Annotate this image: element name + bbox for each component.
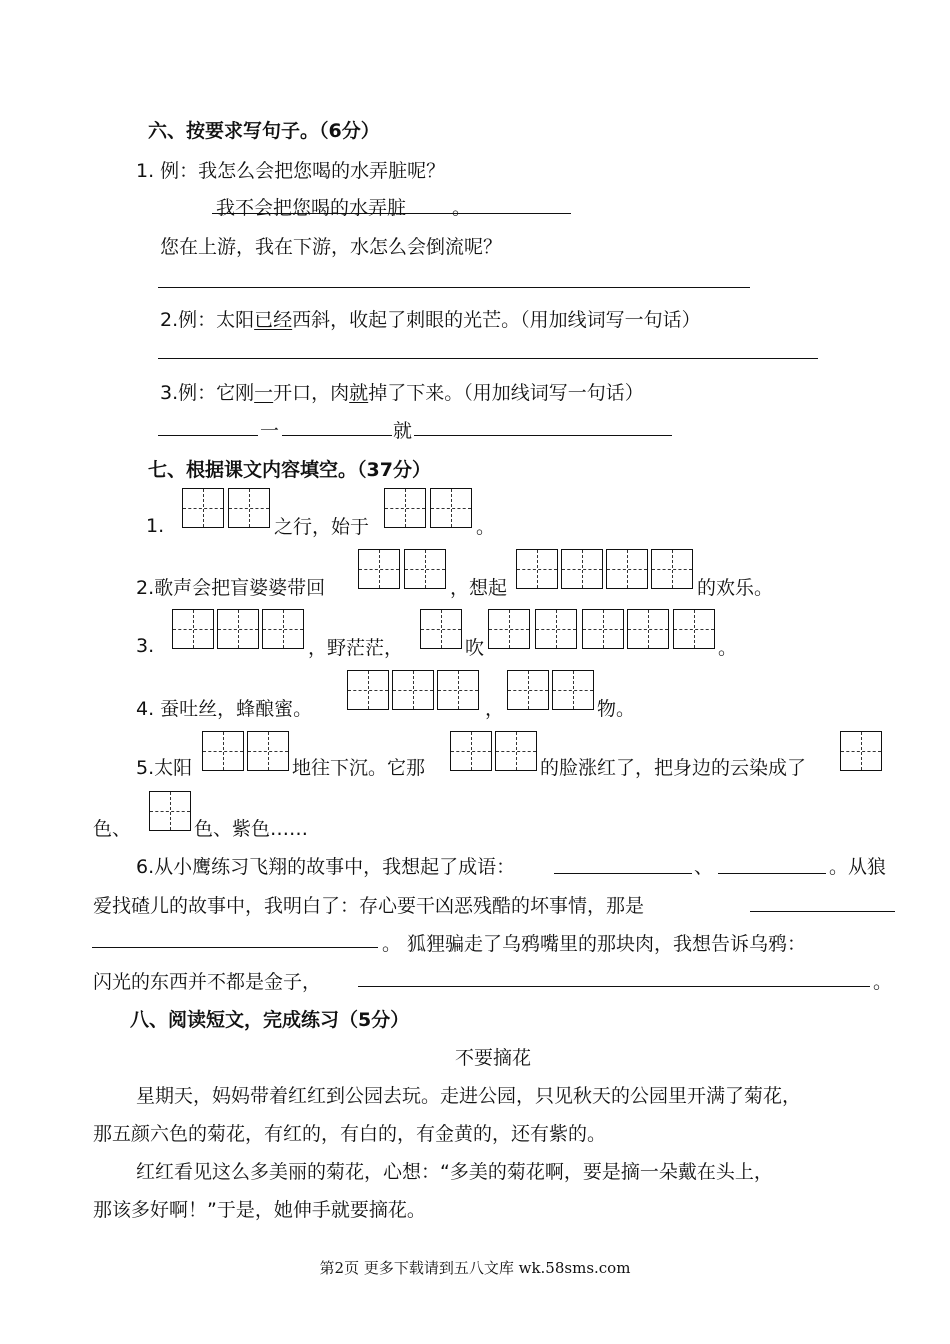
writing-grid-box[interactable] <box>430 488 472 528</box>
s6-q1-answer-blank[interactable] <box>158 287 750 288</box>
s7-q6-line4-a: 闪光的东西并不都是金子， <box>93 971 322 993</box>
writing-grid-box[interactable] <box>149 791 191 831</box>
s6-q1-example: 1. 例：我怎么会把您喝的水弄脏呢？ <box>136 160 446 182</box>
s6-q3-word-jiu: 就 <box>393 420 413 442</box>
s7-q6-line1-a: 6.从小鹰练习飞翔的故事中，我想起了成语： <box>136 856 516 878</box>
writing-grid-box[interactable] <box>217 609 259 649</box>
s7-q1-mid: 之行，始于 <box>274 516 370 538</box>
passage-title: 不要摘花 <box>455 1047 532 1069</box>
s6-q2 <box>160 305 701 332</box>
s7-q5-text-c: 的脸涨红了，把身边的云染成了 <box>540 757 807 779</box>
s7-q4-text-b: ， <box>485 698 505 720</box>
section-6-heading: 六、按要求写句子。（6分） <box>148 120 380 142</box>
s6-q1-answer-end: 。 <box>452 197 472 219</box>
s6-q2-answer-blank[interactable] <box>158 358 818 359</box>
writing-grid-box[interactable] <box>606 549 648 589</box>
writing-grid-box[interactable] <box>651 549 693 589</box>
s7-q6-blank-1[interactable] <box>554 873 692 874</box>
writing-grid-box[interactable] <box>516 549 558 589</box>
s7-q3-text-b: 吹 <box>465 637 485 659</box>
s6-q3-blank-2[interactable] <box>282 435 392 436</box>
writing-grid-box[interactable] <box>358 549 400 589</box>
writing-grid-box[interactable] <box>404 549 446 589</box>
s7-q2-text-c: 的欢乐。 <box>697 577 774 599</box>
s7-q6-blank-4[interactable] <box>92 947 378 948</box>
section-8-heading: 八、阅读短文，完成练习（5分） <box>130 1009 410 1031</box>
writing-grid-box[interactable] <box>247 731 289 771</box>
s7-q1-end: 。 <box>476 516 496 538</box>
s7-q6-line1-c: 。从狼 <box>829 856 887 878</box>
writing-grid-box[interactable] <box>582 609 624 649</box>
writing-grid-box[interactable] <box>202 731 244 771</box>
s7-q2-text-a: 2.歌声会把盲婆婆带回 <box>136 577 326 599</box>
writing-grid-box[interactable] <box>437 670 479 710</box>
writing-grid-box[interactable] <box>495 731 537 771</box>
writing-grid-box[interactable] <box>172 609 214 649</box>
writing-grid-box[interactable] <box>420 609 462 649</box>
s7-q4-text-a: 4. 蚕吐丝，蜂酿蜜。 <box>136 698 313 720</box>
s7-q5-text-b: 地往下沉。它那 <box>292 757 426 779</box>
s7-q5-text-e: 色、紫色…… <box>194 818 309 840</box>
writing-grid-box[interactable] <box>535 609 577 649</box>
s6-q1-answer-line <box>212 213 571 214</box>
writing-grid-box[interactable] <box>488 609 530 649</box>
s6-q1-prompt: 您在上游，我在下游，水怎么会倒流呢？ <box>160 236 503 258</box>
s7-q1-number: 1. <box>146 515 165 537</box>
writing-grid-box[interactable] <box>228 488 270 528</box>
s6-q3-underlined-word-2: 就 <box>349 382 369 404</box>
s7-q6-line3: 。 狐狸骗走了乌鸦嘴里的那块肉，我想告诉乌鸦： <box>382 933 807 955</box>
writing-grid-box[interactable] <box>561 549 603 589</box>
writing-grid-box[interactable] <box>507 670 549 710</box>
s6-q3-blank-1[interactable] <box>158 435 258 436</box>
s7-q5-text-d: 色、 <box>93 818 132 840</box>
passage-p1-line2: 那五颜六色的菊花，有红的，有白的，有金黄的，还有紫的。 <box>93 1123 607 1145</box>
writing-grid-box[interactable] <box>392 670 434 710</box>
s7-q6-blank-5[interactable] <box>358 986 870 987</box>
writing-grid-box[interactable] <box>450 731 492 771</box>
passage-p2-line1: 红红看见这么多美丽的菊花，心想：“多美的菊花啊，要是摘一朵戴在头上， <box>136 1161 773 1183</box>
s7-q2-text-b: ，想起 <box>450 577 508 599</box>
passage-p2-line2: 那该多好啊！”于是，她伸手就要摘花。 <box>93 1199 426 1221</box>
s7-q5-text-a: 5.太阳 <box>136 757 193 779</box>
s6-q3-underlined-word-1: 一 <box>254 382 274 404</box>
writing-grid-box[interactable] <box>182 488 224 528</box>
s7-q3-end: 。 <box>718 637 738 659</box>
s6-q3-text-a: 3.例：它刚 <box>160 382 255 404</box>
writing-grid-box[interactable] <box>552 670 594 710</box>
s6-q3-text-c: 开口，肉 <box>273 382 350 404</box>
writing-grid-box[interactable] <box>384 488 426 528</box>
s7-q6-line1-b: 、 <box>694 856 714 878</box>
writing-grid-box[interactable] <box>673 609 715 649</box>
s6-q2-underlined-word: 已经 <box>254 309 293 331</box>
s7-q3-number: 3. <box>136 635 155 657</box>
section-7-heading: 七、根据课文内容填空。（37分） <box>148 459 431 481</box>
s6-q3-word-yi: 一 <box>260 420 280 442</box>
writing-grid-box[interactable] <box>840 731 882 771</box>
writing-grid-box[interactable] <box>627 609 669 649</box>
writing-grid-box[interactable] <box>347 670 389 710</box>
s6-q1-answer: 我不会把您喝的水弄脏 <box>216 197 407 219</box>
passage-p1-line1: 星期天，妈妈带着红红到公园去玩。走进公园，只见秋天的公园里开满了菊花， <box>136 1085 802 1107</box>
s6-q3 <box>160 378 644 405</box>
s6-q2-text-c: 西斜，收起了刺眼的光芒。（用加线词写一句话） <box>292 309 701 331</box>
s6-q3-text-e: 掉了下来。（用加线词写一句话） <box>368 382 644 404</box>
s7-q4-text-c: 物。 <box>597 698 636 720</box>
s7-q6-line2: 爱找碴儿的故事中，我明白了：存心要干凶恶残酷的坏事情，那是 <box>93 895 645 917</box>
s7-q6-blank-2[interactable] <box>718 873 826 874</box>
writing-grid-box[interactable] <box>262 609 304 649</box>
s6-q2-text-a: 2.例：太阳 <box>160 309 255 331</box>
s7-q3-text-a: ，野茫茫， <box>308 637 404 659</box>
s7-q6-line4-b: 。 <box>873 971 893 993</box>
page-footer: 第2页 更多下载请到五八文库 wk.58sms.com <box>319 1259 631 1277</box>
s7-q6-blank-3[interactable] <box>750 911 895 912</box>
s6-q3-blank-3[interactable] <box>414 435 672 436</box>
